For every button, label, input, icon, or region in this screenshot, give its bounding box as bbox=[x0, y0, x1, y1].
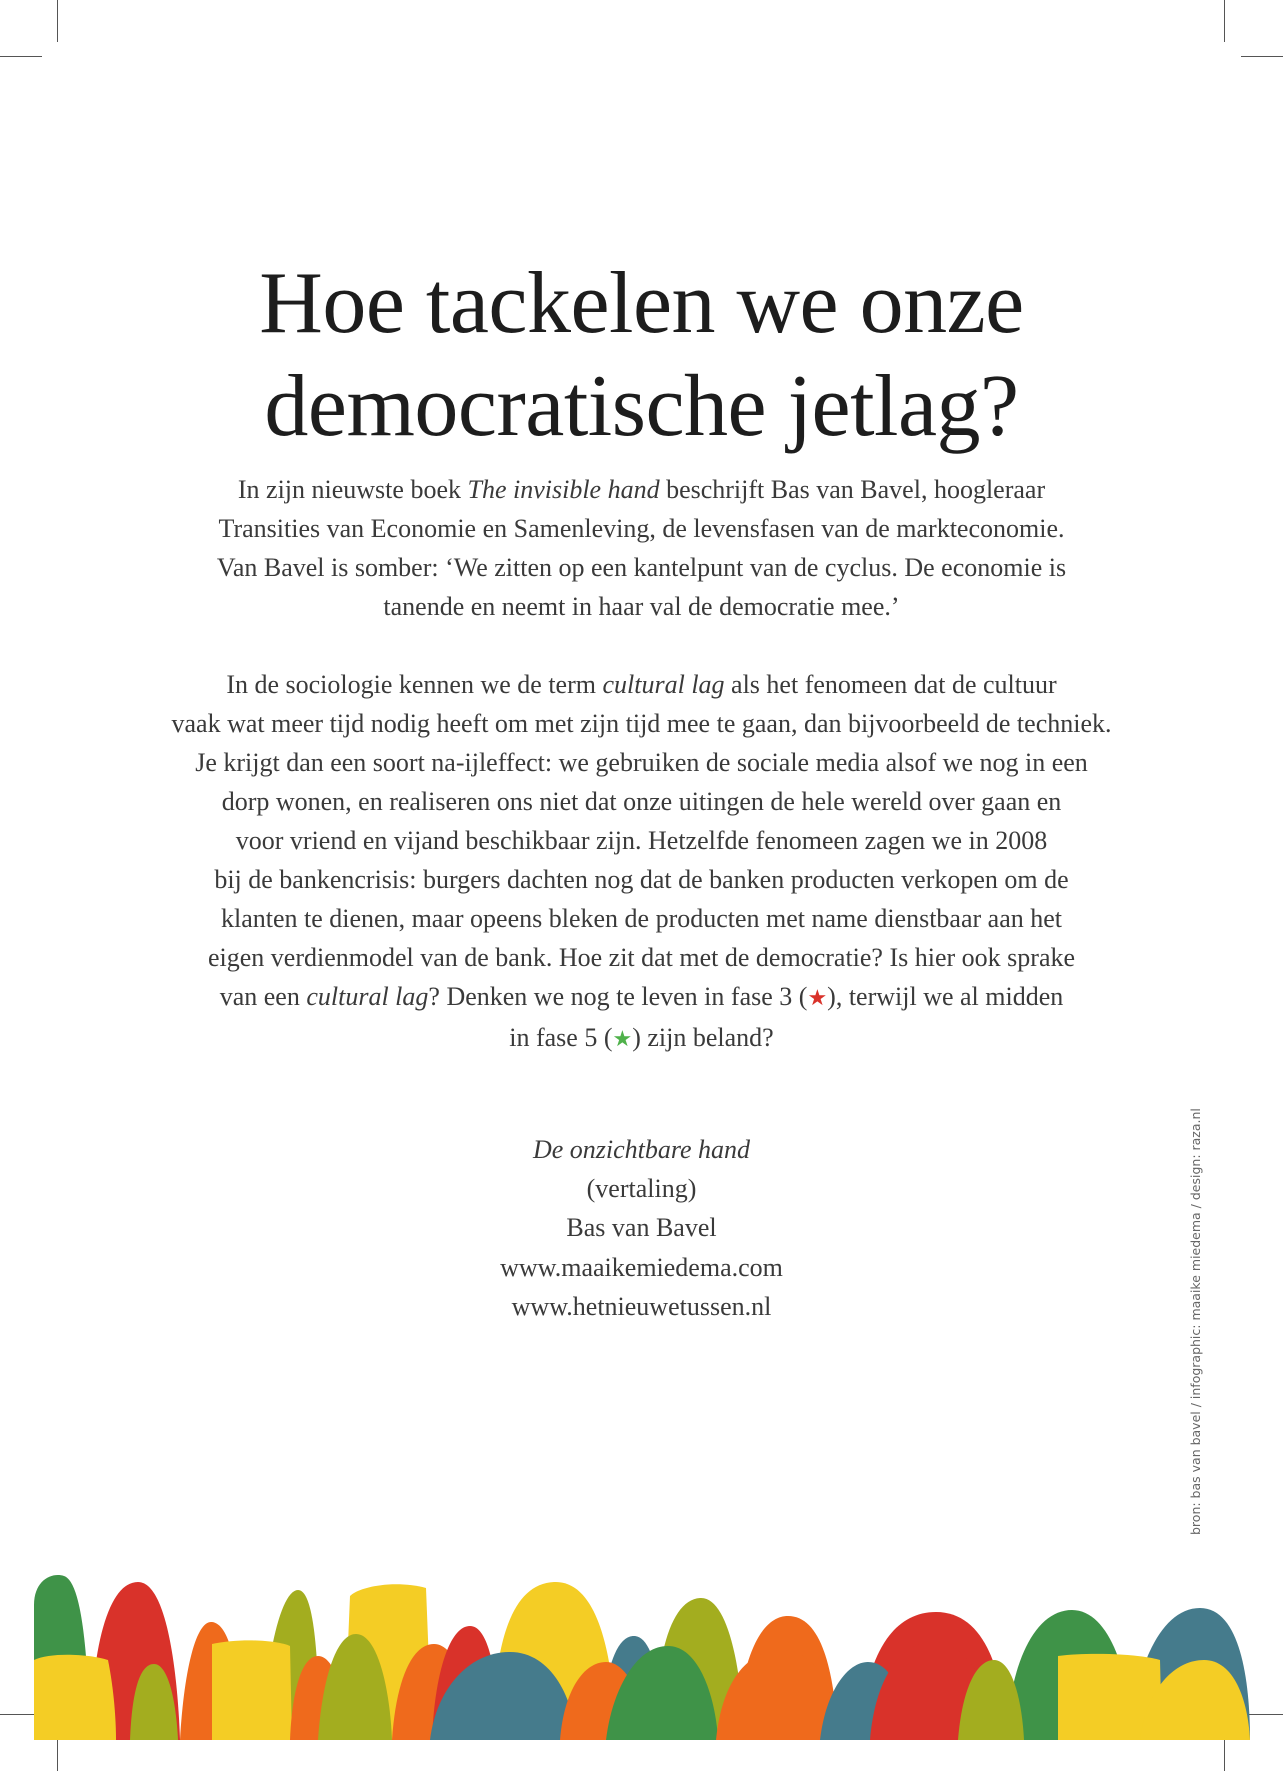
title-line: democratische jetlag? bbox=[264, 358, 1019, 455]
body-line: dorp wonen, en realiseren ons niet dat onze uitingen de hele wereld over gaan en bbox=[221, 787, 1062, 816]
website-link[interactable]: www.maaikemiedema.com bbox=[500, 1253, 783, 1282]
intro-line: Van Bavel is somber: ‘We zitten op een kantelpunt van de cyclus. De economie is bbox=[216, 553, 1067, 582]
body-line: voor vriend en vijand beschikbaar zijn. Hetzelfde fenomeen zagen we in 2008 bbox=[235, 826, 1048, 855]
body-line: In de sociologie kennen we de term cultural lag als het fenomeen dat de cultuur bbox=[226, 670, 1057, 699]
term-cultural-lag: cultural lag bbox=[306, 982, 429, 1011]
page-title bbox=[0, 252, 1283, 458]
crop-mark bbox=[1241, 56, 1283, 57]
crop-mark bbox=[57, 0, 58, 42]
body-paragraph bbox=[90, 665, 1193, 1059]
book-author: Bas van Bavel bbox=[566, 1213, 717, 1242]
website-links bbox=[0, 1248, 1283, 1326]
red-star-icon: ★ bbox=[807, 986, 828, 1011]
book-credit-title: De onzichtbare hand (vertaling) bbox=[532, 1135, 751, 1203]
body-line: Je krijgt dan een soort na-ijleffect: we gebruiken de sociale media alsof we nog in een bbox=[195, 748, 1088, 777]
title-line: Hoe tackelen we onze bbox=[259, 255, 1024, 352]
intro-line: In zijn nieuwste boek The invisible hand beschrijft Bas van Bavel, hoogleraar bbox=[237, 475, 1046, 504]
body-line: eigen verdienmodel van de bank. Hoe zit dat met de democratie? Is hier ook sprake bbox=[207, 943, 1076, 972]
body-line: bij de bankencrisis: burgers dachten nog dat de banken producten verkopen om de bbox=[214, 865, 1069, 894]
crop-mark bbox=[0, 56, 42, 57]
arch-shape bbox=[212, 1640, 292, 1740]
intro-paragraph bbox=[90, 470, 1193, 626]
body-line: vaak wat meer tijd nodig heeft om met zijn tijd mee te gaan, dan bijvoorbeeld de techniek. bbox=[171, 709, 1112, 738]
intro-line: tanende en neemt in haar val de democratie mee.’ bbox=[383, 592, 900, 621]
website-link[interactable]: www.hetnieuwetussen.nl bbox=[511, 1292, 772, 1321]
arch-shape bbox=[34, 1655, 116, 1740]
intro-line: Transities van Economie en Samenleving, de levensfasen van de markteconomie. bbox=[218, 514, 1065, 543]
body-line: in fase 5 (★) zijn beland? bbox=[509, 1023, 774, 1052]
decorative-arches-illustration bbox=[0, 1560, 1283, 1771]
body-line: klanten te dienen, maar opeens bleken de producten met name dienstbaar aan het bbox=[220, 904, 1063, 933]
green-star-icon: ★ bbox=[612, 1027, 633, 1052]
book-title-english: The invisible hand bbox=[467, 475, 660, 504]
body-line: van een cultural lag? Denken we nog te leven in fase 3 (★), terwijl we al midden bbox=[219, 982, 1064, 1011]
side-credit: bron: bas van bavel / infographic: maaike miedema / design: raza.nl bbox=[1188, 1108, 1203, 1535]
book-credit bbox=[0, 1130, 1283, 1247]
term-cultural-lag: cultural lag bbox=[602, 670, 725, 699]
crop-mark bbox=[1224, 0, 1225, 42]
